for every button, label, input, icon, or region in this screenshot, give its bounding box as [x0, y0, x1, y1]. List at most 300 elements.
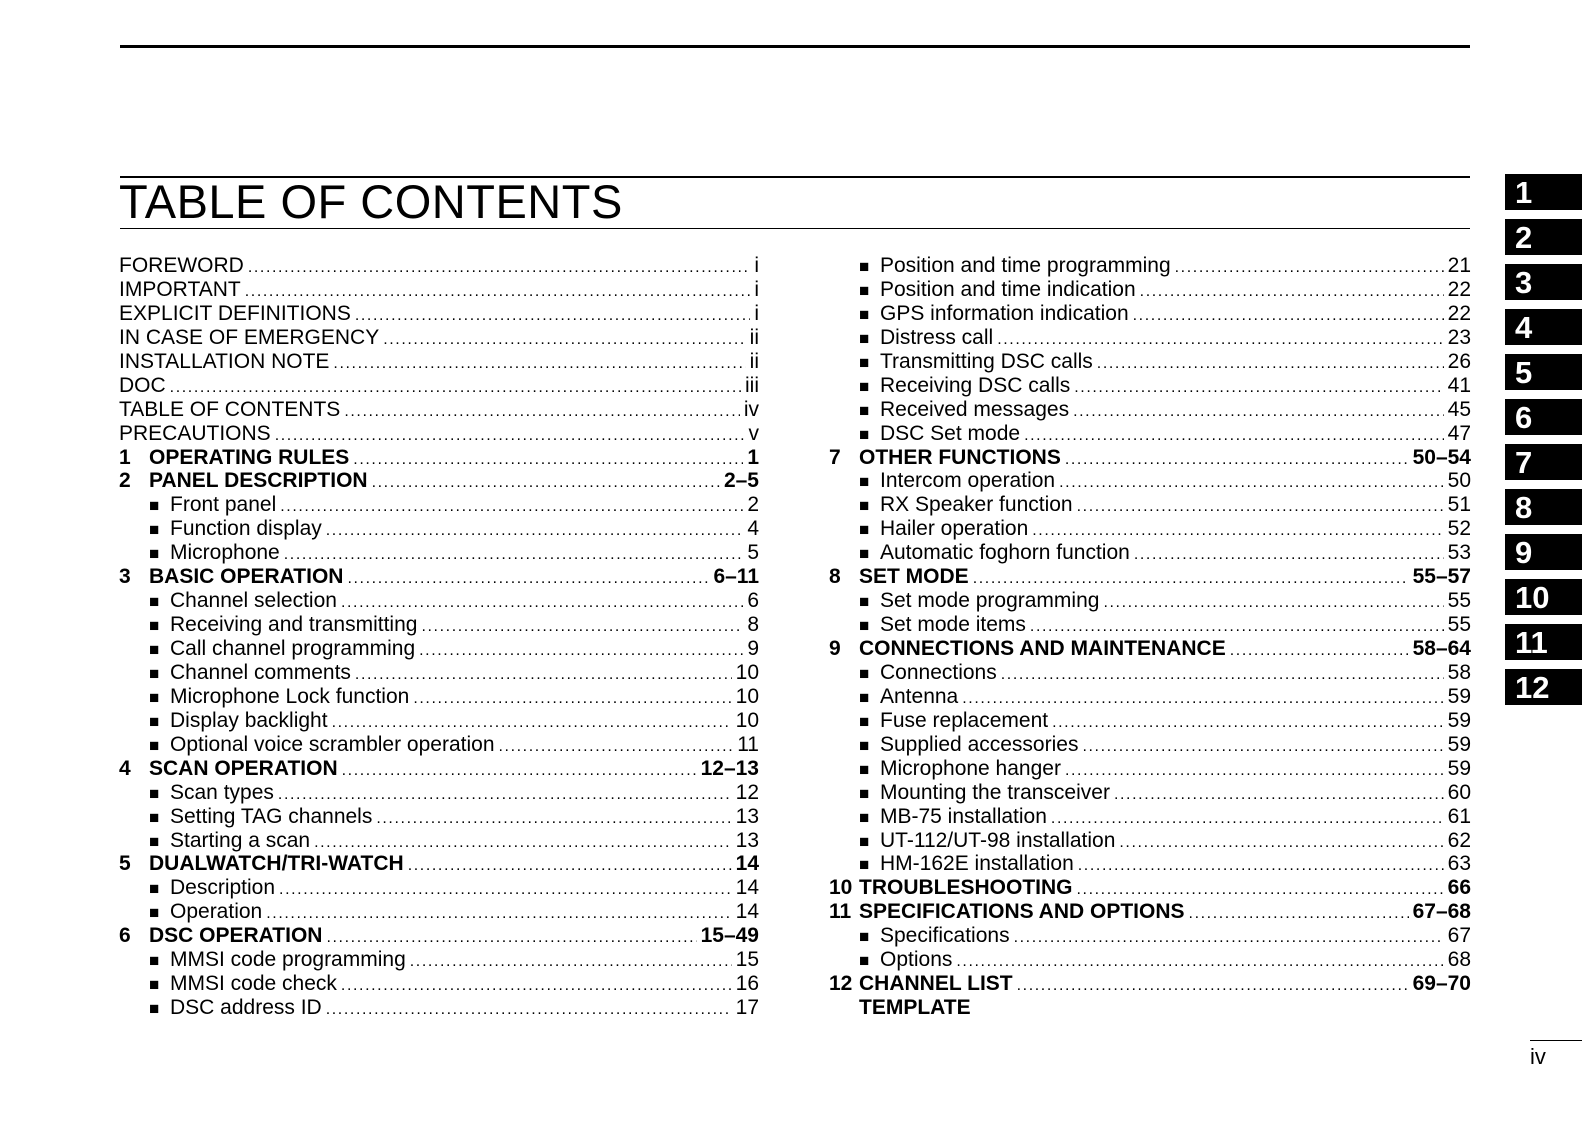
dot-leader [1052, 711, 1444, 735]
entry-page: 15 [735, 948, 759, 972]
entry-label: Automatic foghorn function [880, 541, 1130, 565]
square-bullet-icon: ■ [859, 328, 870, 348]
dot-leader [962, 687, 1443, 711]
toc-entry-sub[interactable] [119, 948, 759, 972]
entry-label: Channel comments [170, 660, 351, 684]
entry-label: DSC OPERATION [149, 924, 323, 948]
square-bullet-icon: ■ [859, 783, 870, 803]
toc-entry-sub[interactable] [119, 900, 759, 924]
chapter-tab[interactable]: 11 [1505, 624, 1582, 660]
square-bullet-icon: ■ [859, 424, 870, 444]
square-bullet-icon: ■ [149, 496, 160, 516]
entry-page: 58 [1447, 660, 1471, 684]
entry-page: 21 [1447, 254, 1471, 277]
entry-label: IN CASE OF EMERGENCY [119, 325, 380, 349]
title-rule-bottom [120, 228, 1470, 229]
toc-entry-sub[interactable] [829, 948, 1471, 972]
dot-leader [353, 448, 743, 472]
toc-entry-sub[interactable] [829, 733, 1471, 757]
dot-leader [1119, 831, 1443, 855]
toc-entry-sub[interactable] [119, 709, 759, 733]
dot-leader [1065, 759, 1444, 783]
toc-entry-sub[interactable] [829, 709, 1471, 733]
entry-page: 60 [1447, 780, 1471, 804]
entry-label: DUALWATCH/TRI-WATCH [149, 852, 404, 876]
entry-label: Mounting the transceiver [880, 780, 1110, 804]
dot-leader [973, 567, 1409, 591]
square-bullet-icon: ■ [859, 687, 870, 707]
entry-label: Function display [170, 517, 322, 541]
toc-entry-chapter[interactable] [829, 996, 1471, 1020]
chapter-tab[interactable]: 3 [1505, 264, 1582, 300]
toc-entry-sub[interactable] [829, 852, 1471, 876]
entry-page: 1 [747, 445, 759, 469]
entry-label: Options [880, 948, 953, 972]
entry-label: DSC address ID [170, 996, 322, 1020]
dot-leader [1134, 543, 1444, 567]
entry-page: 53 [1447, 541, 1471, 565]
entry-page: 10 [735, 684, 759, 708]
entry-label: Specifications [880, 924, 1010, 948]
toc-entry-sub[interactable] [829, 326, 1471, 350]
toc-entry-sub[interactable] [829, 541, 1471, 565]
entry-label: PRECAUTIONS [119, 421, 271, 445]
toc-entry-sub[interactable] [829, 350, 1471, 374]
entry-label: PANEL DESCRIPTION [149, 469, 368, 493]
entry-label: TABLE OF CONTENTS [119, 397, 341, 421]
dot-leader [344, 400, 740, 424]
dot-leader [1189, 902, 1409, 926]
dot-leader [1077, 495, 1444, 519]
toc-entry-sub[interactable] [119, 972, 759, 996]
entry-label: Scan types [170, 780, 274, 804]
entry-page: 67–68 [1412, 900, 1471, 924]
square-bullet-icon: ■ [859, 735, 870, 755]
entry-page: 23 [1447, 325, 1471, 349]
entry-label: Operation [170, 900, 263, 924]
square-bullet-icon: ■ [859, 520, 870, 540]
toc-entry-sub[interactable] [829, 781, 1471, 805]
toc-entry-sub[interactable] [829, 661, 1471, 685]
entry-label: Set mode items [880, 613, 1026, 637]
square-bullet-icon: ■ [859, 927, 870, 947]
toc-entry-chapter[interactable] [829, 972, 1471, 996]
toc-entry-sub[interactable] [829, 589, 1471, 613]
dot-leader [372, 471, 720, 495]
chapter-number: 2 [119, 469, 131, 493]
square-bullet-icon: ■ [149, 807, 160, 827]
entry-page: 6 [747, 589, 759, 613]
square-bullet-icon: ■ [859, 759, 870, 779]
toc-entry-front[interactable] [119, 350, 759, 374]
entry-label: Set mode programming [880, 589, 1100, 613]
entry-label: Received messages [880, 397, 1070, 421]
toc-entry-sub[interactable] [119, 613, 759, 637]
dot-leader [1065, 448, 1409, 472]
toc-entry-front[interactable] [119, 278, 759, 302]
chapter-tab[interactable]: 1 [1505, 174, 1582, 210]
dot-leader [1103, 591, 1443, 615]
entry-label: UT-112/UT-98 installation [880, 828, 1116, 852]
dot-leader [1114, 783, 1444, 807]
square-bullet-icon: ■ [149, 592, 160, 612]
toc-entry-sub[interactable] [119, 589, 759, 613]
entry-page: 50 [1447, 469, 1471, 493]
toc-entry-sub[interactable] [119, 781, 759, 805]
entry-label: Channel selection [170, 589, 337, 613]
dot-leader [419, 639, 743, 663]
chapter-number: 11 [829, 900, 852, 924]
dot-leader [376, 807, 731, 831]
chapter-tab[interactable]: 7 [1505, 444, 1582, 480]
chapter-number: 12 [829, 972, 853, 996]
dot-leader [326, 998, 732, 1022]
toc-entry-sub[interactable] [829, 685, 1471, 709]
square-bullet-icon: ■ [149, 831, 160, 851]
toc-entry-sub[interactable] [829, 302, 1471, 326]
dot-leader [1032, 519, 1443, 543]
entry-label: Transmitting DSC calls [880, 349, 1093, 373]
dot-leader [1001, 663, 1444, 687]
chapter-tab[interactable]: 5 [1505, 354, 1582, 390]
entry-page: 59 [1447, 708, 1471, 732]
chapter-tab[interactable]: 2 [1505, 219, 1582, 255]
entry-label: Optional voice scrambler operation [170, 732, 495, 756]
entry-page: 14 [735, 876, 759, 900]
entry-page: 62 [1447, 828, 1471, 852]
toc-entry-chapter[interactable] [829, 876, 1471, 900]
chapter-number: 1 [119, 445, 131, 469]
square-bullet-icon: ■ [149, 783, 160, 803]
toc-right-column [829, 254, 1471, 1020]
entry-page: 12–13 [700, 756, 759, 780]
entry-label: DOC [119, 373, 166, 397]
entry-page: 26 [1447, 349, 1471, 373]
entry-label: Receiving DSC calls [880, 373, 1071, 397]
dot-leader [1073, 400, 1444, 424]
entry-page: iv [743, 397, 759, 421]
entry-page: 51 [1447, 493, 1471, 517]
entry-label: OPERATING RULES [149, 445, 350, 469]
entry-page: 63 [1447, 852, 1471, 876]
square-bullet-icon: ■ [149, 879, 160, 899]
toc-entry-sub[interactable] [119, 996, 759, 1020]
entry-label: MMSI code programming [170, 948, 406, 972]
entry-page: 55 [1447, 589, 1471, 613]
toc-entry-sub[interactable] [829, 398, 1471, 422]
dot-leader [333, 352, 745, 376]
entry-page: 50–54 [1412, 445, 1471, 469]
entry-label: CONNECTIONS AND MAINTENANCE [859, 637, 1226, 660]
dot-leader [341, 591, 743, 615]
square-bullet-icon: ■ [859, 352, 870, 372]
entry-page: 55–57 [1412, 565, 1471, 589]
chapter-tab[interactable]: 12 [1505, 669, 1582, 705]
toc-entry-sub[interactable] [829, 469, 1471, 493]
entry-label: Microphone [170, 541, 280, 565]
dot-leader [1030, 615, 1444, 639]
entry-label: HM-162E installation [880, 852, 1074, 876]
entry-label: RX Speaker function [880, 493, 1073, 517]
entry-label: Connections [880, 660, 997, 684]
toc-entry-sub[interactable] [119, 661, 759, 685]
dot-leader [245, 280, 751, 304]
entry-label: OTHER FUNCTIONS [859, 445, 1061, 469]
entry-page: 4 [747, 517, 759, 541]
top-rule [120, 45, 1470, 48]
square-bullet-icon: ■ [859, 616, 870, 636]
entry-label: Microphone hanger [880, 756, 1061, 780]
toc-entry-chapter[interactable] [119, 924, 759, 948]
entry-label: Display backlight [170, 708, 328, 732]
dot-leader [499, 735, 734, 759]
entry-label: Hailer operation [880, 517, 1029, 541]
toc-entry-sub[interactable] [119, 685, 759, 709]
entry-page: i [754, 301, 759, 325]
toc-entry-front[interactable] [119, 326, 759, 350]
square-bullet-icon: ■ [859, 711, 870, 731]
dot-leader [383, 328, 745, 352]
toc-entry-sub[interactable] [829, 924, 1471, 948]
toc-entry-chapter[interactable] [119, 852, 759, 876]
entry-page: 14 [735, 852, 759, 876]
entry-page: i [754, 277, 759, 301]
toc-entry-sub[interactable] [119, 733, 759, 757]
dot-leader [1230, 639, 1409, 663]
chapter-tab[interactable]: 9 [1505, 534, 1582, 570]
square-bullet-icon: ■ [859, 855, 870, 875]
entry-page: 10 [735, 660, 759, 684]
toc-left-column [119, 254, 759, 1020]
entry-page: 14 [735, 900, 759, 924]
entry-label: Setting TAG channels [170, 804, 373, 828]
entry-label: IMPORTANT [119, 277, 241, 301]
toc-entry-chapter[interactable] [829, 900, 1471, 924]
dot-leader [1140, 280, 1444, 304]
entry-page: iii [745, 373, 759, 397]
toc-entry-sub[interactable] [829, 757, 1471, 781]
dot-leader [1017, 974, 1409, 998]
toc-entry-front[interactable] [119, 302, 759, 326]
entry-label: Front panel [170, 493, 277, 517]
entry-label: TROUBLESHOOTING [859, 876, 1073, 900]
toc-entry-chapter[interactable] [119, 469, 759, 493]
toc-entry-sub[interactable] [119, 541, 759, 565]
entry-label: DSC Set mode [880, 421, 1021, 445]
dot-leader [413, 687, 731, 711]
chapter-number: 7 [829, 445, 841, 469]
square-bullet-icon: ■ [149, 520, 160, 540]
toc-entry-sub[interactable] [829, 829, 1471, 853]
entry-label: MB-75 installation [880, 804, 1047, 828]
toc-entry-sub[interactable] [119, 876, 759, 900]
square-bullet-icon: ■ [859, 400, 870, 420]
square-bullet-icon: ■ [149, 616, 160, 636]
entry-label: Supplied accessories [880, 732, 1079, 756]
square-bullet-icon: ■ [149, 711, 160, 731]
toc-entry-front[interactable] [119, 254, 759, 278]
entry-page: 68 [1447, 948, 1471, 972]
toc-entry-chapter[interactable] [829, 446, 1471, 470]
square-bullet-icon: ■ [149, 903, 160, 923]
entry-page: 10 [735, 708, 759, 732]
toc-entry-sub[interactable] [119, 637, 759, 661]
dot-leader [1133, 304, 1444, 328]
entry-page: 22 [1447, 277, 1471, 301]
entry-page: 16 [735, 972, 759, 996]
entry-page: 9 [747, 637, 759, 660]
toc-entry-front[interactable] [119, 398, 759, 422]
entry-page: 66 [1447, 876, 1471, 900]
toc-entry-front[interactable] [119, 374, 759, 398]
square-bullet-icon: ■ [859, 663, 870, 683]
square-bullet-icon: ■ [859, 951, 870, 971]
chapter-number: 6 [119, 924, 131, 948]
dot-leader [279, 878, 732, 902]
dot-leader [341, 974, 732, 998]
toc-entry-chapter[interactable] [119, 565, 759, 589]
entry-page: 12 [735, 780, 759, 804]
entry-label: GPS information indication [880, 301, 1129, 325]
dot-leader [956, 950, 1443, 974]
entry-label: Position and time programming [880, 254, 1171, 277]
chapter-tab[interactable]: 10 [1505, 579, 1582, 615]
entry-label: Fuse replacement [880, 708, 1049, 732]
toc-entry-front[interactable] [119, 422, 759, 446]
entry-label: Distress call [880, 325, 994, 349]
dot-leader [266, 902, 731, 926]
entry-page: 41 [1447, 373, 1471, 397]
toc-entry-chapter[interactable] [119, 757, 759, 781]
entry-page: 58–64 [1412, 637, 1471, 660]
entry-label: SCAN OPERATION [149, 756, 338, 780]
toc-entry-sub[interactable] [119, 805, 759, 829]
dot-leader [1082, 735, 1443, 759]
chapter-tab[interactable]: 8 [1505, 489, 1582, 525]
toc-entry-sub[interactable] [119, 493, 759, 517]
entry-page: 5 [747, 541, 759, 565]
entry-page: 55 [1447, 613, 1471, 637]
entry-page: 13 [735, 828, 759, 852]
dot-leader [314, 831, 732, 855]
dot-leader [355, 304, 751, 328]
entry-page: 2–5 [723, 469, 759, 493]
square-bullet-icon: ■ [859, 831, 870, 851]
toc-entry-sub[interactable] [829, 613, 1471, 637]
entry-label: Description [170, 876, 276, 900]
entry-label: Microphone Lock function [170, 684, 410, 708]
toc-entry-sub[interactable] [119, 829, 759, 853]
chapter-number: 9 [829, 637, 841, 660]
toc-entry-sub[interactable] [829, 805, 1471, 829]
toc-entry-sub[interactable] [829, 493, 1471, 517]
dot-leader [284, 543, 744, 567]
entry-page: 45 [1447, 397, 1471, 421]
toc-entry-chapter[interactable] [119, 446, 759, 470]
entry-page: ii [749, 349, 759, 373]
entry-page: 67 [1447, 924, 1471, 948]
chapter-number: 10 [829, 876, 853, 900]
square-bullet-icon: ■ [859, 807, 870, 827]
entry-label: BASIC OPERATION [149, 565, 344, 589]
chapter-tabs [1505, 174, 1582, 714]
entry-page: 47 [1447, 421, 1471, 445]
entry-page: 8 [747, 613, 759, 637]
entry-page: 52 [1447, 517, 1471, 541]
entry-label: MMSI code check [170, 972, 337, 996]
toc-entry-chapter[interactable] [829, 565, 1471, 589]
page-number: iv [1530, 1044, 1546, 1069]
chapter-number: 4 [119, 756, 131, 780]
square-bullet-icon: ■ [149, 544, 160, 564]
square-bullet-icon: ■ [859, 496, 870, 516]
dot-leader [1051, 807, 1444, 831]
toc-entry-sub[interactable] [829, 422, 1471, 446]
dot-leader [248, 256, 751, 280]
square-bullet-icon: ■ [149, 951, 160, 971]
entry-label: Call channel programming [170, 637, 416, 660]
entry-label: TEMPLATE [859, 996, 971, 1020]
square-bullet-icon: ■ [149, 735, 160, 755]
entry-page: 11 [737, 732, 759, 756]
entry-label: Intercom operation [880, 469, 1056, 493]
entry-label: EXPLICIT DEFINITIONS [119, 301, 351, 325]
square-bullet-icon: ■ [859, 257, 870, 276]
entry-page: v [748, 421, 759, 445]
dot-leader [347, 567, 709, 591]
toc-entry-sub[interactable] [829, 517, 1471, 541]
square-bullet-icon: ■ [149, 975, 160, 995]
chapter-tab[interactable]: 4 [1505, 309, 1582, 345]
dot-leader [410, 950, 732, 974]
entry-label: FOREWORD [119, 254, 244, 277]
entry-label: CHANNEL LIST [859, 972, 1013, 996]
entry-page: i [754, 254, 759, 277]
chapter-number: 8 [829, 565, 841, 589]
toc-entry-sub[interactable] [829, 254, 1471, 278]
chapter-number: 5 [119, 852, 131, 876]
entry-page: 22 [1447, 301, 1471, 325]
entry-page: 59 [1447, 732, 1471, 756]
entry-page: 13 [735, 804, 759, 828]
dot-leader [1059, 471, 1444, 495]
toc-entry-sub[interactable] [829, 278, 1471, 302]
page-number-rule [1530, 1040, 1582, 1041]
square-bullet-icon: ■ [859, 304, 870, 324]
square-bullet-icon: ■ [149, 687, 160, 707]
dot-leader [1077, 878, 1444, 902]
entry-page: 59 [1447, 684, 1471, 708]
toc-entry-chapter[interactable] [829, 637, 1471, 661]
dot-leader [1175, 256, 1444, 280]
dot-leader [342, 759, 697, 783]
entry-page: 69–70 [1412, 972, 1471, 996]
toc-entry-sub[interactable] [829, 374, 1471, 398]
dot-leader [280, 495, 743, 519]
entry-page: 61 [1447, 804, 1471, 828]
toc-entry-sub[interactable] [119, 517, 759, 541]
square-bullet-icon: ■ [149, 640, 160, 659]
dot-leader [997, 328, 1443, 352]
chapter-tab[interactable]: 6 [1505, 399, 1582, 435]
square-bullet-icon: ■ [859, 592, 870, 612]
dot-leader [1024, 424, 1444, 448]
dot-leader [278, 783, 732, 807]
dot-leader [332, 711, 732, 735]
entry-label: Antenna [880, 684, 959, 708]
entry-label: SPECIFICATIONS AND OPTIONS [859, 900, 1185, 924]
dot-leader [326, 926, 696, 950]
